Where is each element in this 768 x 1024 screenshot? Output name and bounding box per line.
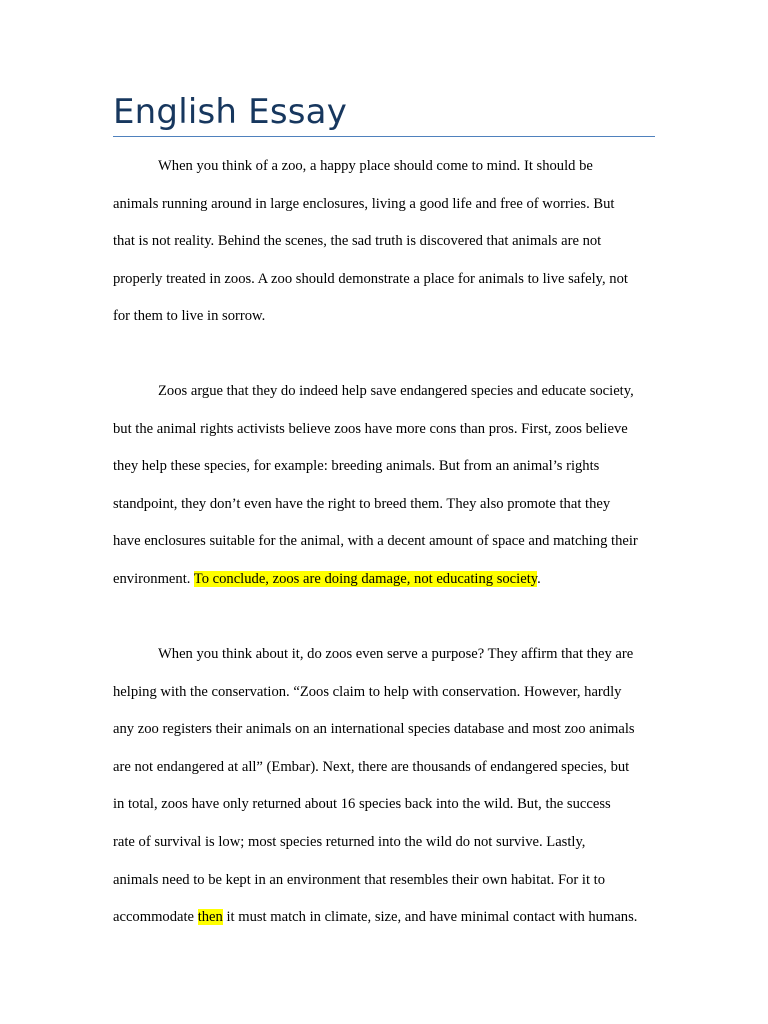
paragraph-line: they help these species, for example: breeding animals. But from an animal’s rights xyxy=(113,458,600,475)
paragraph-line: helping with the conservation. “Zoos claim to help with conservation. However, hardly xyxy=(113,683,622,700)
title-underline-rule xyxy=(113,136,655,137)
paragraph-line: are not endangered at all” (Embar). Next, there are thousands of endangered species, but xyxy=(113,758,630,775)
line-text-before-highlight: accommodate xyxy=(113,909,198,926)
paragraph-line-with-highlight xyxy=(113,908,657,946)
paragraph-line: standpoint, they don’t even have the right to breed them. They also promote that they xyxy=(113,495,611,512)
paragraph-line: for them to live in sorrow. xyxy=(113,308,266,325)
line-text-after-highlight: it must match in climate, size, and have minimal contact with humans. xyxy=(222,909,638,926)
highlighted-text: then xyxy=(197,909,223,926)
paragraph-line-with-highlight xyxy=(113,570,657,608)
line-text-before-highlight: environment. xyxy=(113,570,194,587)
line-text-after-highlight: . xyxy=(537,570,541,587)
document-title: English Essay xyxy=(113,92,348,132)
essay-paragraph-1 xyxy=(113,157,657,345)
paragraph-line: animals running around in large enclosures, living a good life and free of worries. But xyxy=(113,195,615,212)
paragraph-line: in total, zoos have only returned about 16 species back into the wild. But, the success xyxy=(113,796,611,813)
paragraph-line: Zoos argue that they do indeed help save endangered species and educate society, xyxy=(158,383,634,399)
paragraph-line: When you think about it, do zoos even serve a purpose? They affirm that they are xyxy=(158,646,634,662)
paragraph-line: any zoo registers their animals on an international species database and most zoo animals xyxy=(113,721,635,738)
paragraph-line: animals need to be kept in an environment that resembles their own habitat. For it to xyxy=(113,871,606,888)
paragraph-line: but the animal rights activists believe zoos have more cons than pros. First, zoos believe xyxy=(113,420,628,437)
paragraph-line: that is not reality. Behind the scenes, the sad truth is discovered that animals are not xyxy=(113,233,602,250)
paragraph-line: When you think of a zoo, a happy place should come to mind. It should be xyxy=(158,158,593,174)
paragraph-line: properly treated in zoos. A zoo should demonstrate a place for animals to live safely, not xyxy=(113,270,628,287)
paragraph-line: rate of survival is low; most species returned into the wild do not survive. Lastly, xyxy=(113,833,586,850)
paragraph-line: have enclosures suitable for the animal, with a decent amount of space and matching their xyxy=(113,533,638,550)
essay-paragraph-3 xyxy=(113,645,657,946)
essay-paragraph-2 xyxy=(113,382,657,608)
highlighted-text: To conclude, zoos are doing damage, not educating society xyxy=(193,570,538,587)
